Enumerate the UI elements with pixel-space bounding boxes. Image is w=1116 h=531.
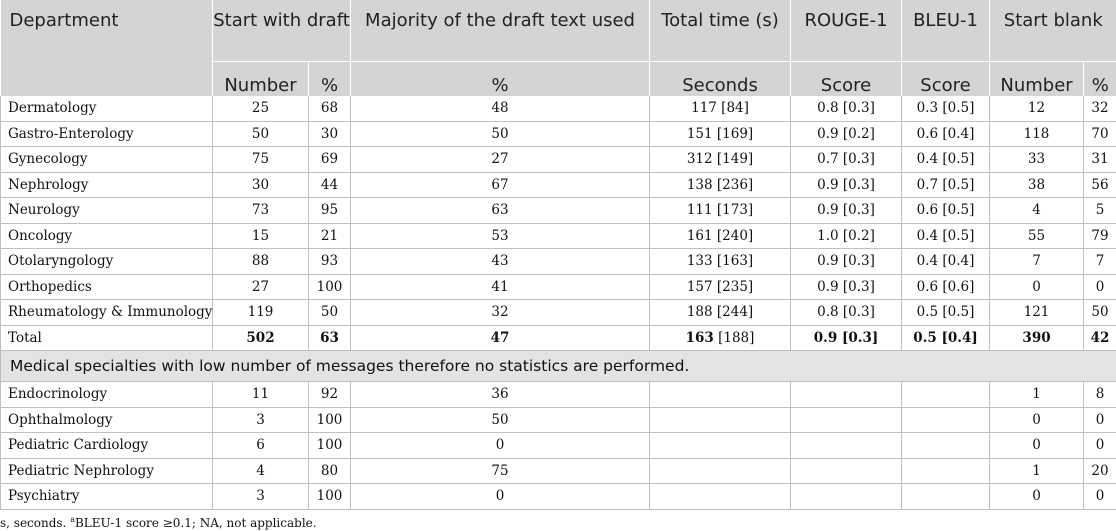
cell-time: 157 [235] bbox=[650, 274, 791, 300]
cell-blank-number: 55 bbox=[990, 223, 1084, 249]
cell-bleu: 0.5 [0.5] bbox=[902, 300, 990, 326]
cell-blank-pct: 31 bbox=[1084, 147, 1116, 173]
cell-time bbox=[650, 407, 791, 433]
cell-majority-pct: 63 bbox=[351, 198, 650, 224]
table-row bbox=[1, 96, 1116, 121]
cell-department: Endocrinology bbox=[1, 382, 213, 408]
subheader-pct: % bbox=[1084, 61, 1116, 96]
cell-draft-pct: 100 bbox=[309, 433, 351, 459]
cell-draft-pct: 21 bbox=[309, 223, 351, 249]
table-row bbox=[1, 300, 1116, 326]
cell-bleu bbox=[902, 458, 990, 484]
cell-draft-pct: 100 bbox=[309, 274, 351, 300]
cell-rouge: 0.7 [0.3] bbox=[791, 147, 902, 173]
cell-majority-pct: 50 bbox=[351, 407, 650, 433]
cell-bleu bbox=[902, 382, 990, 408]
cell-blank-number: 121 bbox=[990, 300, 1084, 326]
cell-majority-pct: 50 bbox=[351, 121, 650, 147]
cell-draft-pct: 63 bbox=[309, 325, 351, 351]
cell-rouge: 0.8 [0.3] bbox=[791, 96, 902, 121]
cell-rouge: 0.9 [0.2] bbox=[791, 121, 902, 147]
subheader-seconds: Seconds bbox=[650, 61, 791, 96]
cell-draft-pct: 44 bbox=[309, 172, 351, 198]
cell-department: Oncology bbox=[1, 223, 213, 249]
cell-draft-number: 50 bbox=[213, 121, 309, 147]
cell-blank-number: 38 bbox=[990, 172, 1084, 198]
table-row bbox=[1, 382, 1116, 408]
cell-draft-number: 27 bbox=[213, 274, 309, 300]
cell-draft-number: 3 bbox=[213, 484, 309, 510]
cell-bleu: 0.6 [0.4] bbox=[902, 121, 990, 147]
subheader-score: Score bbox=[902, 61, 990, 96]
cell-department: Otolaryngology bbox=[1, 249, 213, 275]
cell-draft-number: 3 bbox=[213, 407, 309, 433]
cell-blank-pct: 79 bbox=[1084, 223, 1116, 249]
cell-draft-pct: 69 bbox=[309, 147, 351, 173]
subheader-pct: % bbox=[351, 61, 650, 96]
table-row bbox=[1, 249, 1116, 275]
cell-time: 133 [163] bbox=[650, 249, 791, 275]
cell-rouge bbox=[791, 382, 902, 408]
table-row bbox=[1, 274, 1116, 300]
cell-bleu bbox=[902, 484, 990, 510]
total-time-sd: [188] bbox=[713, 329, 755, 346]
cell-majority-pct: 32 bbox=[351, 300, 650, 326]
cell-majority-pct: 0 bbox=[351, 433, 650, 459]
table-row bbox=[1, 121, 1116, 147]
cell-rouge bbox=[791, 484, 902, 510]
cell-majority-pct: 67 bbox=[351, 172, 650, 198]
cell-time: 138 [236] bbox=[650, 172, 791, 198]
table-row bbox=[1, 147, 1116, 173]
cell-majority-pct: 0 bbox=[351, 484, 650, 510]
table-header bbox=[1, 0, 1116, 96]
total-time-value: 163 bbox=[685, 329, 714, 346]
cell-time: 312 [149] bbox=[650, 147, 791, 173]
cell-majority-pct: 43 bbox=[351, 249, 650, 275]
subheader-number: Number bbox=[213, 61, 309, 96]
cell-blank-number: 33 bbox=[990, 147, 1084, 173]
cell-bleu: 0.3 [0.5] bbox=[902, 96, 990, 121]
header-rouge: ROUGE-1 bbox=[791, 0, 902, 61]
footnote-text: BLEU-1 score ≥0.1; NA, not applicable. bbox=[74, 516, 317, 530]
table-footnote bbox=[0, 515, 317, 530]
cell-draft-number: 73 bbox=[213, 198, 309, 224]
cell-bleu: 0.7 [0.5] bbox=[902, 172, 990, 198]
cell-majority-pct: 36 bbox=[351, 382, 650, 408]
header-bleu: BLEU-1 bbox=[902, 0, 990, 61]
cell-draft-number: 75 bbox=[213, 147, 309, 173]
cell-department: Rheumatology & Immunology bbox=[1, 300, 213, 326]
cell-draft-pct: 68 bbox=[309, 96, 351, 121]
cell-blank-number: 4 bbox=[990, 198, 1084, 224]
table-row bbox=[1, 172, 1116, 198]
cell-blank-number: 1 bbox=[990, 382, 1084, 408]
cell-majority-pct: 27 bbox=[351, 147, 650, 173]
subheader-pct: % bbox=[309, 61, 351, 96]
cell-blank-pct: 50 bbox=[1084, 300, 1116, 326]
cell-draft-number: 4 bbox=[213, 458, 309, 484]
cell-draft-pct: 80 bbox=[309, 458, 351, 484]
subheader-number: Number bbox=[990, 61, 1084, 96]
cell-draft-number: 11 bbox=[213, 382, 309, 408]
cell-rouge bbox=[791, 407, 902, 433]
cell-time bbox=[650, 433, 791, 459]
cell-blank-number: 0 bbox=[990, 484, 1084, 510]
cell-blank-pct: 56 bbox=[1084, 172, 1116, 198]
table-row bbox=[1, 223, 1116, 249]
header-department: Department bbox=[1, 0, 213, 96]
cell-department: Pediatric Nephrology bbox=[1, 458, 213, 484]
cell-blank-pct: 5 bbox=[1084, 198, 1116, 224]
cell-department: Orthopedics bbox=[1, 274, 213, 300]
cell-department: Ophthalmology bbox=[1, 407, 213, 433]
cell-rouge bbox=[791, 433, 902, 459]
cell-draft-number: 30 bbox=[213, 172, 309, 198]
header-majority-draft-used: Majority of the draft text used bbox=[351, 0, 650, 61]
cell-draft-pct: 100 bbox=[309, 407, 351, 433]
cell-blank-pct: 8 bbox=[1084, 382, 1116, 408]
cell-blank-number: 0 bbox=[990, 407, 1084, 433]
cell-bleu bbox=[902, 433, 990, 459]
table-row bbox=[1, 407, 1116, 433]
cell-time bbox=[650, 325, 791, 351]
cell-department: Gastro-Enterology bbox=[1, 121, 213, 147]
cell-bleu: 0.4 [0.5] bbox=[902, 223, 990, 249]
cell-blank-number: 12 bbox=[990, 96, 1084, 121]
cell-blank-pct: 20 bbox=[1084, 458, 1116, 484]
cell-time: 111 [173] bbox=[650, 198, 791, 224]
cell-rouge: 0.8 [0.3] bbox=[791, 300, 902, 326]
cell-time bbox=[650, 458, 791, 484]
cell-blank-pct: 42 bbox=[1084, 325, 1116, 351]
subheader-score: Score bbox=[791, 61, 902, 96]
cell-bleu: 0.4 [0.4] bbox=[902, 249, 990, 275]
cell-majority-pct: 75 bbox=[351, 458, 650, 484]
cell-blank-pct: 0 bbox=[1084, 407, 1116, 433]
cell-time bbox=[650, 382, 791, 408]
cell-bleu: 0.5 [0.4] bbox=[902, 325, 990, 351]
cell-blank-pct: 70 bbox=[1084, 121, 1116, 147]
cell-blank-number: 390 bbox=[990, 325, 1084, 351]
cell-draft-pct: 92 bbox=[309, 382, 351, 408]
cell-bleu: 0.6 [0.5] bbox=[902, 198, 990, 224]
cell-time: 188 [244] bbox=[650, 300, 791, 326]
table-row bbox=[1, 198, 1116, 224]
header-start-with-draft: Start with draft bbox=[213, 0, 351, 61]
cell-department: Total bbox=[1, 325, 213, 351]
cell-draft-pct: 50 bbox=[309, 300, 351, 326]
cell-time: 117 [84] bbox=[650, 96, 791, 121]
footnote-prefix: s, seconds. bbox=[0, 516, 71, 530]
cell-rouge: 0.9 [0.3] bbox=[791, 198, 902, 224]
cell-draft-number: 25 bbox=[213, 96, 309, 121]
cell-blank-number: 7 bbox=[990, 249, 1084, 275]
cell-department: Neurology bbox=[1, 198, 213, 224]
cell-draft-pct: 93 bbox=[309, 249, 351, 275]
cell-bleu: 0.6 [0.6] bbox=[902, 274, 990, 300]
cell-majority-pct: 53 bbox=[351, 223, 650, 249]
table-row bbox=[1, 458, 1116, 484]
cell-department: Gynecology bbox=[1, 147, 213, 173]
cell-blank-number: 0 bbox=[990, 274, 1084, 300]
table-row bbox=[1, 484, 1116, 510]
cell-draft-number: 6 bbox=[213, 433, 309, 459]
cell-majority-pct: 41 bbox=[351, 274, 650, 300]
cell-rouge: 0.9 [0.3] bbox=[791, 249, 902, 275]
cell-time: 161 [240] bbox=[650, 223, 791, 249]
cell-rouge: 0.9 [0.3] bbox=[791, 274, 902, 300]
header-start-blank: Start blank bbox=[990, 0, 1116, 61]
cell-department: Pediatric Cardiology bbox=[1, 433, 213, 459]
cell-blank-number: 1 bbox=[990, 458, 1084, 484]
cell-blank-pct: 0 bbox=[1084, 433, 1116, 459]
cell-draft-number: 119 bbox=[213, 300, 309, 326]
cell-bleu bbox=[902, 407, 990, 433]
cell-draft-pct: 95 bbox=[309, 198, 351, 224]
cell-blank-pct: 0 bbox=[1084, 274, 1116, 300]
cell-blank-pct: 0 bbox=[1084, 484, 1116, 510]
cell-majority-pct: 47 bbox=[351, 325, 650, 351]
cell-blank-pct: 7 bbox=[1084, 249, 1116, 275]
section-separator-row bbox=[1, 351, 1116, 382]
cell-blank-number: 0 bbox=[990, 433, 1084, 459]
cell-time: 151 [169] bbox=[650, 121, 791, 147]
cell-department: Nephrology bbox=[1, 172, 213, 198]
section-separator-text: Medical specialties with low number of messages therefore no statistics are performed. bbox=[1, 351, 1116, 382]
cell-rouge: 0.9 [0.3] bbox=[791, 172, 902, 198]
cell-rouge bbox=[791, 458, 902, 484]
cell-department: Psychiatry bbox=[1, 484, 213, 510]
cell-draft-number: 88 bbox=[213, 249, 309, 275]
cell-rouge: 1.0 [0.2] bbox=[791, 223, 902, 249]
total-row bbox=[1, 325, 1116, 351]
cell-blank-pct: 32 bbox=[1084, 96, 1116, 121]
cell-bleu: 0.4 [0.5] bbox=[902, 147, 990, 173]
cell-draft-number: 502 bbox=[213, 325, 309, 351]
cell-draft-number: 15 bbox=[213, 223, 309, 249]
header-total-time: Total time (s) bbox=[650, 0, 791, 61]
table-row bbox=[1, 433, 1116, 459]
cell-draft-pct: 100 bbox=[309, 484, 351, 510]
cell-majority-pct: 48 bbox=[351, 96, 650, 121]
cell-time bbox=[650, 484, 791, 510]
cell-department: Dermatology bbox=[1, 96, 213, 121]
footnote-marker: a bbox=[70, 515, 75, 524]
cell-draft-pct: 30 bbox=[309, 121, 351, 147]
cell-blank-number: 118 bbox=[990, 121, 1084, 147]
cell-rouge: 0.9 [0.3] bbox=[791, 325, 902, 351]
table-body bbox=[1, 96, 1116, 509]
